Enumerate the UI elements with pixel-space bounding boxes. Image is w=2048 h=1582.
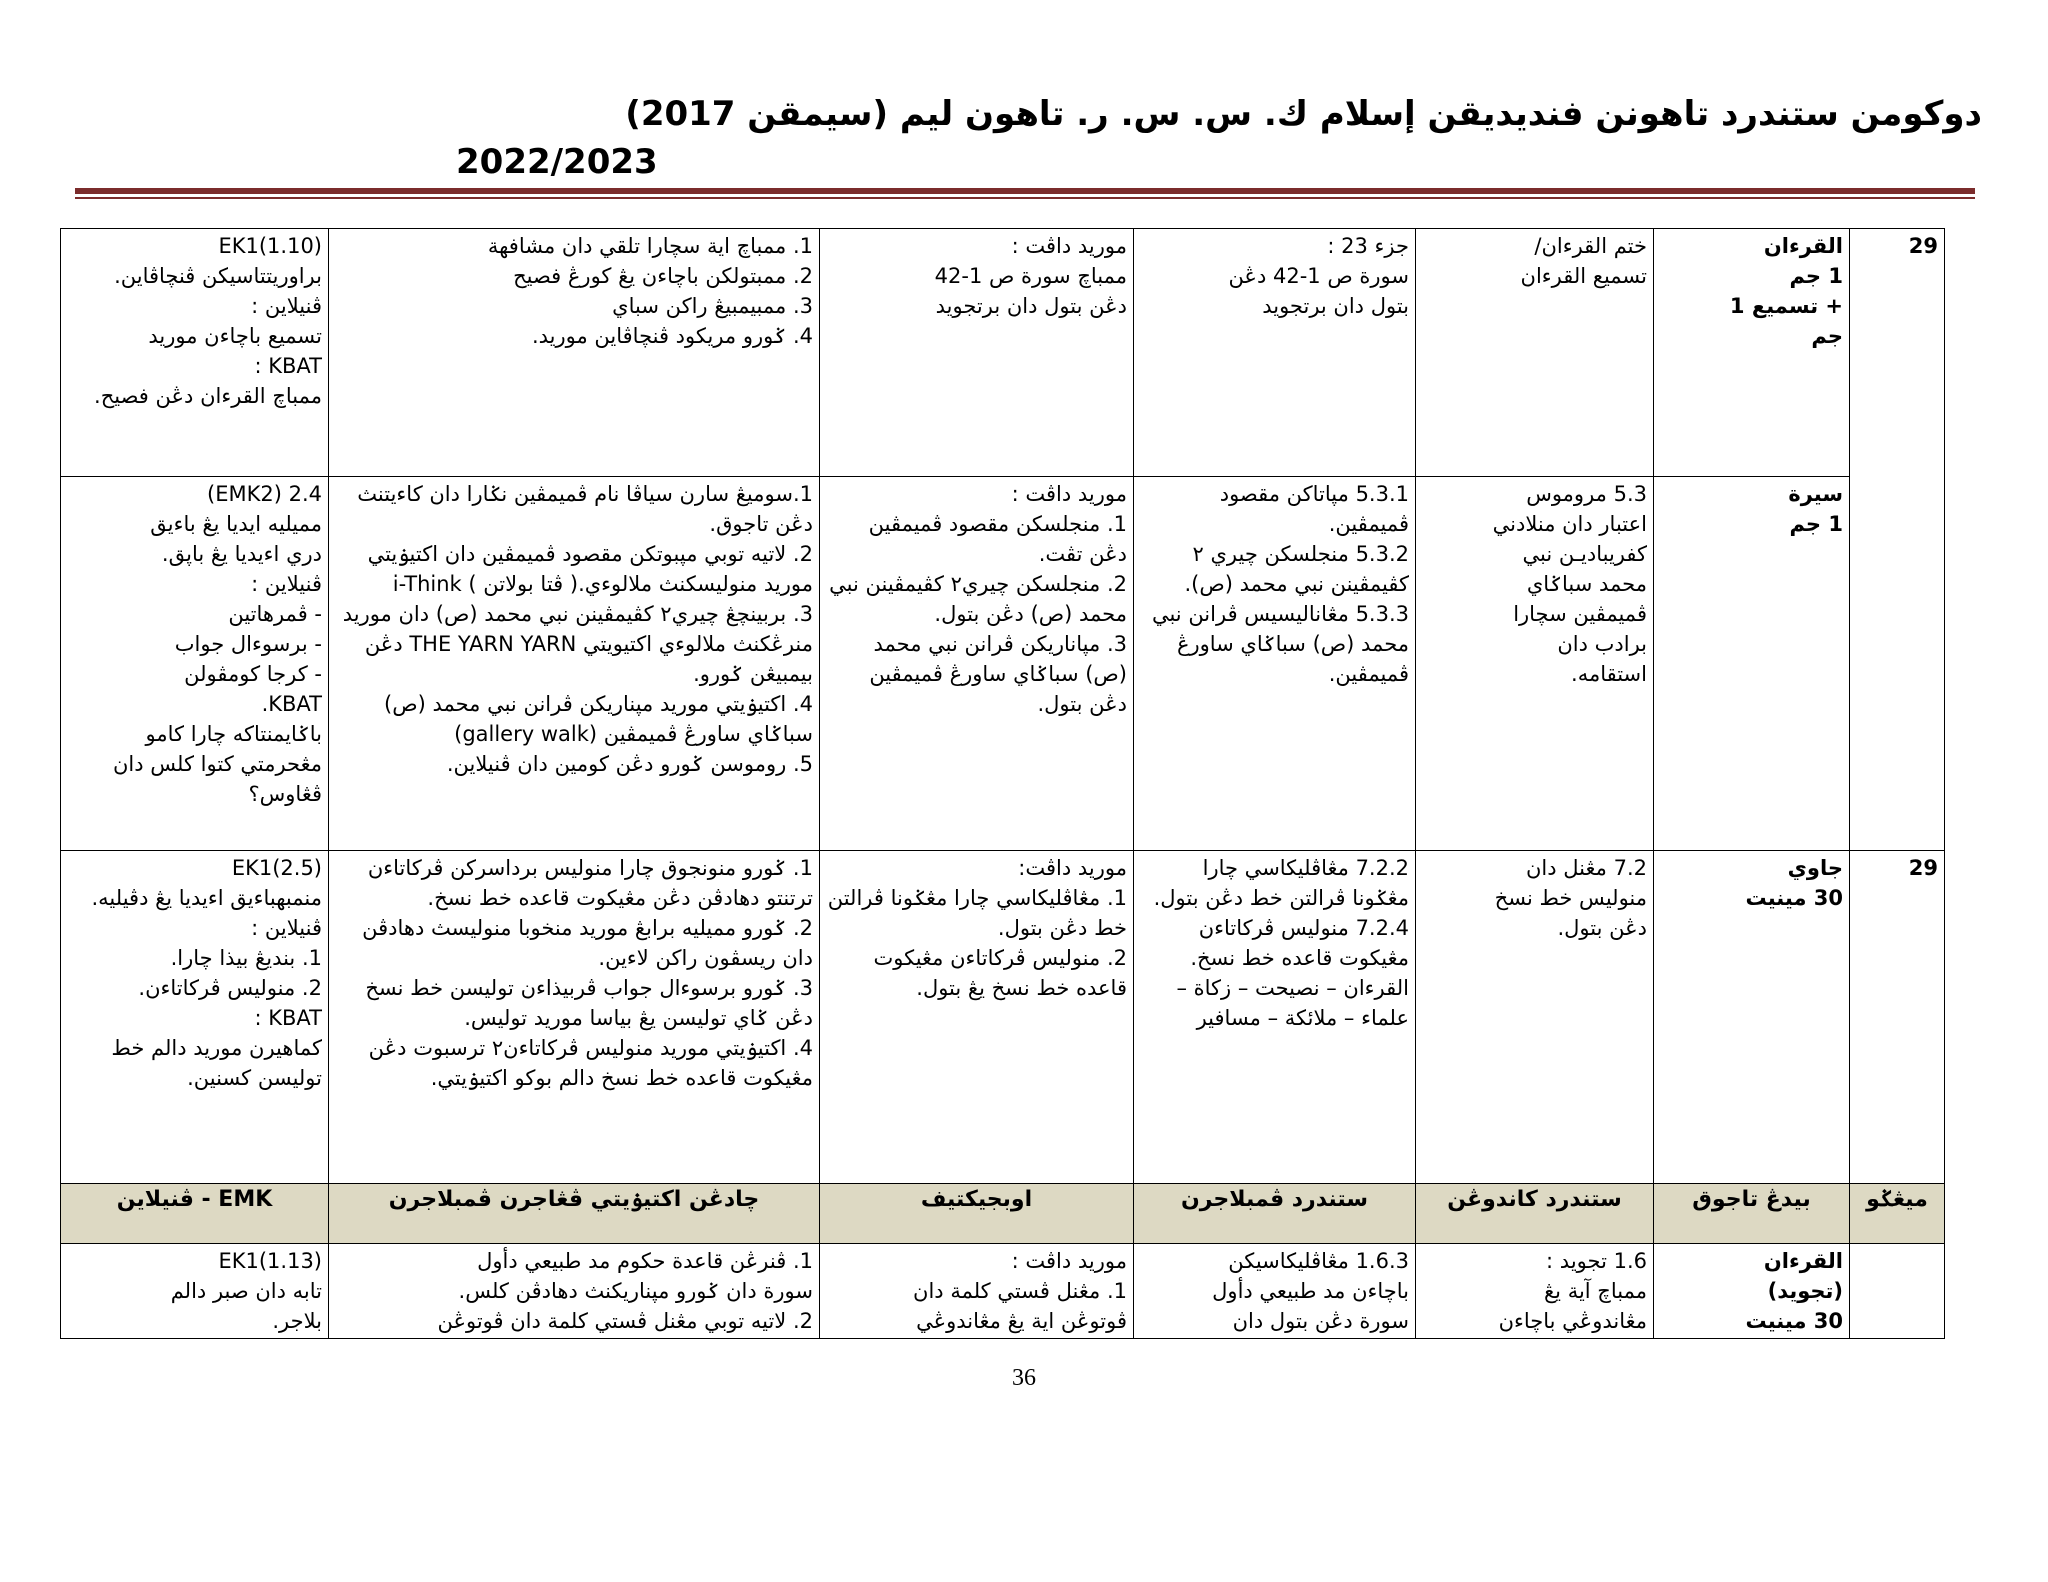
emk-cell: EK1(2.5) منمبهباءيق اءيديا يڠ دڤيليه. ڤنيلاين : 1. بنديڠ بيذا چارا. 2. منوليس ڤركاتاءن. KBAT : كماهيرن موريد دالم خط توليسن كسنين. xyxy=(61,851,329,1184)
header-emk: EMK - ڤنيلاين xyxy=(61,1184,329,1244)
activities-cell: 1. ڤنرڠن قاعدة حكوم مد طبيعي دأول سورة دان ݢورو مڽناريكنث دهادڤن كلس. 2. لاتيه توبي مڠنل ڤستي كلمة دان ڤوتوڠن xyxy=(329,1244,820,1339)
page-number: 36 xyxy=(1012,1365,1036,1391)
week-cell xyxy=(1850,1244,1945,1339)
document-year: 2022/2023 xyxy=(456,142,658,182)
document-title: دوكومن ستندرد تاهونن فنديديقن إسلام ك. س. س. ر. تاهون ليم (سيمقن 2017) xyxy=(625,94,1982,134)
table-row xyxy=(61,851,1945,1184)
learning-standard-cell: 1.6.3 مڠاڤليكاسيكن باچاءن مد طبيعي دأول سورة دڠن بتول دان xyxy=(1134,1244,1416,1339)
lesson-plan-table xyxy=(60,228,1945,1339)
learning-standard-cell: جزء 23 : سورة ص 1-42 دڠن بتول دان برتجويد xyxy=(1134,229,1416,477)
learning-standard-cell: 7.2.2 مڠاڤليكاسي چارا مڠݢونا ڤرالتن خط دڠن بتول. 7.2.4 منوليس ڤركاتاءن مڠيكوت قاعده خط نسخ. القرءان – نصيحت – زكاة – علماء – ملائكة – مسافير xyxy=(1134,851,1416,1184)
activities-cell: 1.سوميڠ سارن سياڤا نام ڤميمڤين نݢارا دان كاءيتنث دڠن تاجوق. 2. لاتيه توبي مڽبوتكن مقصود ڤميمڤين دان اكتيۏيتي موريد منوليسكنث ملالوءي.( ڤتا بولاتن ) i-Think 3. بربينچڠ چيري٢ كڤيمڤينن نبي محمد (ص) دان موريد منرڠكنث ملالوءي اكتيويتي THE YARN YARN دڠن بيمبيڠن ݢورو. 4. اكتيۏيتي موريد مڽناريكن ڤرانن نبي محمد (ص) سباݢاي ساورڠ ڤميمڤين (gallery walk) 5. روموسن ݢورو دڠن كومين دان ڤنيلاين. xyxy=(329,477,820,851)
objective-cell: موريد داڤت : 1. مڠنل ڤستي كلمة دان ڤوتوڠن اية يڠ مڠاندوڠي xyxy=(820,1244,1134,1339)
emk-cell: 2.4 (EMK2) مميليه ايديا يڠ باءيق دري اءيديا يڠ باڽق. ڤنيلاين : - ڤمرهاتين - برسوءال جواب - كرجا كومڤولن KBAT. باݢايمنتاكه چارا كامو مڠحرمتي كتوا كلس دان ڤڠاوس؟ xyxy=(61,477,329,851)
table-header-row xyxy=(61,1184,1945,1244)
header-unit: بيدڠ تاجوق xyxy=(1654,1184,1850,1244)
emk-cell: EK1(1.13) تابه دان صبر دالم بلاجر. xyxy=(61,1244,329,1339)
content-standard-cell: 5.3 مروموس اعتبار دان منلادني كفريباديـن نبي محمد سباݢاي ڤميمڤين سچارا برادب دان استقامه. xyxy=(1416,477,1654,851)
header-week: ميڠݢو xyxy=(1850,1184,1945,1244)
emk-cell: EK1(1.10) براوريتتاسيكن ڤنچاڤاين. ڤنيلاين : تسميع باچاءن موريد KBAT : ممباچ القرءان دڠن فصيح. xyxy=(61,229,329,477)
header-activities: چادڠن اكتيۏيتي ڤڠاجرن ڤمبلاجرن xyxy=(329,1184,820,1244)
activities-cell: 1. ممباچ اية سچارا تلقي دان مشافهة 2. ممبتولكن باچاءن يڠ كورڠ فصيح 3. ممبيمبيڠ راكن سباي 4. ݢورو مريكود ڤنچاڤاين موريد. xyxy=(329,229,820,477)
content-standard-cell: 7.2 مڠنل دان منوليس خط نسخ دڠن بتول. xyxy=(1416,851,1654,1184)
unit-cell: جاوي 30 مينيت xyxy=(1654,851,1850,1184)
table-row xyxy=(61,1244,1945,1339)
content-standard-cell: 1.6 تجويد : ممباچ آية يڠ مڠاندوڠي باچاءن xyxy=(1416,1244,1654,1339)
learning-standard-cell: 5.3.1 مڽاتاكن مقصود ڤميمڤين. 5.3.2 منجلسكن چيري ٢ كڤيمڤينن نبي محمد (ص). 5.3.3 مڠاناليسيس ڤرانن نبي محمد (ص) سباݢاي ساورڠ ڤميمڤين. xyxy=(1134,477,1416,851)
title-rule-thin xyxy=(75,197,1975,199)
table-row xyxy=(61,229,1945,477)
title-rule-thick xyxy=(75,188,1975,194)
content-standard-cell: ختم القرءان/ تسميع القرءان xyxy=(1416,229,1654,477)
week-cell: 29 xyxy=(1850,851,1945,1184)
objective-cell: موريد داڤت : ممباچ سورة ص 1-42 دڠن بتول دان برتجويد xyxy=(820,229,1134,477)
unit-cell: القرءان 1 جم + تسميع 1 جم xyxy=(1654,229,1850,477)
header-objective: اوبجيكتيف xyxy=(820,1184,1134,1244)
header-content-standard: ستندرد كاندوڠن xyxy=(1416,1184,1654,1244)
header-learning-standard: ستندرد ڤمبلاجرن xyxy=(1134,1184,1416,1244)
objective-cell: موريد داڤت : 1. منجلسكن مقصود ڤميمڤين دڠن تڤت. 2. منجلسكن چيري٢ كڤيمڤينن نبي محمد (ص) دڠن بتول. 3. مڽاناريكن ڤرانن نبي محمد (ص) سباݢاي ساورڠ ڤميمڤين دڠن بتول. xyxy=(820,477,1134,851)
table-row xyxy=(61,477,1945,851)
unit-cell: سيرة 1 جم xyxy=(1654,477,1850,851)
week-cell: 29 xyxy=(1850,229,1945,851)
activities-cell: 1. ݢورو منونجوق چارا منوليس برداسركن ڤركاتاءن ترتنتو دهادڤن دڠن مڠيكوت قاعده خط نسخ. 2. ݢورو مميليه برابڠ موريد منخوبا منوليسث دهادڤن دان ريسڤون راكن لاءين. 3. ݢورو برسوءال جواب ڤربيذاءن توليسن خط نسخ دڠن ݢاي توليسن يڠ بياسا موريد توليس. 4. اكتيۏيتي موريد منوليس ڤركاتاءن٢ ترسبوت دڠن مڠيكوت قاعده خط نسخ دالم بوكو اكتيۏيتي. xyxy=(329,851,820,1184)
objective-cell: موريد داڤت: 1. مڠاڤليكاسي چارا مڠݢونا ڤرالتن خط دڠن بتول. 2. منوليس ڤركاتاءن مڠيكوت قاعده خط نسخ يڠ بتول. xyxy=(820,851,1134,1184)
unit-cell: القرءان (تجويد) 30 مينيت xyxy=(1654,1244,1850,1339)
